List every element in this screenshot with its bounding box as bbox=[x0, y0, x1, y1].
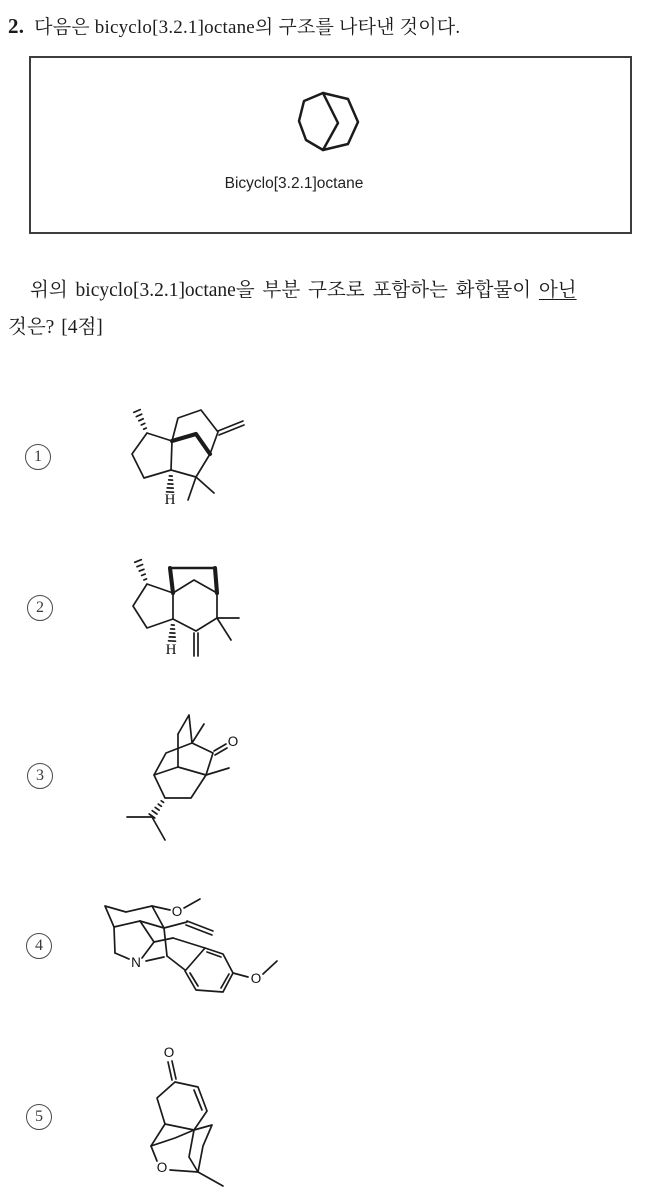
option-5-number: 5 bbox=[35, 1108, 43, 1125]
option-5-marker bbox=[26, 1104, 52, 1130]
option-3-number: 3 bbox=[36, 767, 44, 784]
option-1-marker bbox=[25, 444, 51, 470]
h-label: H bbox=[164, 492, 176, 508]
underlined-word: 아닌 bbox=[538, 280, 577, 301]
option-3-structure bbox=[115, 700, 265, 850]
bicyclooctane-structure-drawing bbox=[288, 83, 368, 163]
option-1-structure bbox=[120, 395, 270, 520]
option-2-marker bbox=[27, 595, 53, 621]
option-1-number: 1 bbox=[34, 448, 42, 465]
option-2-number: 2 bbox=[36, 599, 44, 616]
nitrogen-label: N bbox=[131, 955, 141, 970]
option-3-marker bbox=[27, 763, 53, 789]
h-label: H bbox=[165, 642, 177, 658]
ketone-oxygen-label: O bbox=[163, 1045, 175, 1060]
option-5-structure bbox=[130, 1040, 265, 1201]
question-header bbox=[8, 12, 653, 39]
ring-oxygen-label: O bbox=[156, 1160, 168, 1175]
question-intro: 다음은 bicyclo[3.2.1]octane의 구조를 나타낸 것이다. bbox=[34, 17, 461, 38]
methoxy-oxygen-label: O bbox=[171, 904, 183, 919]
question-number: 2. bbox=[8, 14, 25, 38]
option-4-marker bbox=[26, 933, 52, 959]
option-4-number: 4 bbox=[35, 937, 43, 954]
prompt-text: 위의 bicyclo[3.2.1]octane을 부분 구조로 포함하는 화합물이 bbox=[30, 280, 539, 301]
option-2-structure bbox=[120, 545, 270, 670]
question-prompt-line1 bbox=[8, 274, 653, 302]
oxygen-label: O bbox=[227, 734, 239, 749]
question-prompt-line2: 것은? [4점] bbox=[8, 317, 103, 338]
methoxy-oxygen-label: O bbox=[250, 971, 262, 986]
figure-caption: Bicyclo[3.2.1]octane bbox=[224, 175, 364, 192]
option-4-structure bbox=[90, 880, 290, 1015]
